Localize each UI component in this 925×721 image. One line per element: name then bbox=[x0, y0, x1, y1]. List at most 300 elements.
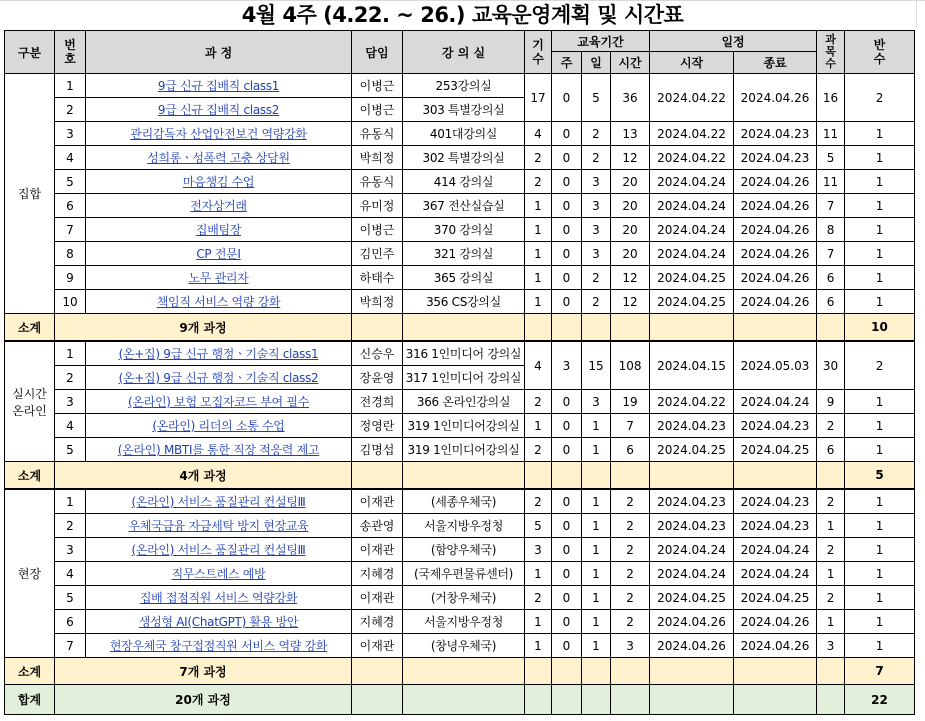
room-cell: 414 강의실 bbox=[403, 170, 525, 194]
week-cell: 0 bbox=[552, 290, 582, 314]
row-number: 4 bbox=[55, 146, 86, 170]
week-cell: 0 bbox=[552, 242, 582, 266]
day-cell: 3 bbox=[582, 390, 611, 414]
course-link[interactable]: (온라인) 리더의 소통 수업 bbox=[86, 414, 352, 438]
hours-cell: 20 bbox=[611, 194, 650, 218]
day-cell: 3 bbox=[582, 242, 611, 266]
table-row bbox=[5, 194, 915, 218]
subtotal-courses: 9개 과정 bbox=[55, 314, 352, 342]
manager-cell: 유미정 bbox=[352, 194, 403, 218]
empty-cell bbox=[611, 658, 650, 685]
day-cell: 1 bbox=[582, 538, 611, 562]
room-cell: 370 강의실 bbox=[403, 218, 525, 242]
table-row bbox=[5, 290, 915, 314]
manager-cell: 이재관 bbox=[352, 586, 403, 610]
course-link[interactable]: (온+집) 9급 신규 행정ㆍ기술직 class2 bbox=[86, 366, 352, 390]
start-date-cell: 2024.04.24 bbox=[650, 562, 734, 586]
empty-cell bbox=[734, 314, 817, 342]
hours-cell: 12 bbox=[611, 290, 650, 314]
start-date-cell: 2024.04.24 bbox=[650, 218, 734, 242]
merged-start-date-cell: 2024.04.15 bbox=[650, 341, 734, 390]
empty-cell bbox=[352, 314, 403, 342]
course-link[interactable]: 9급 신규 집배직 class1 bbox=[86, 74, 352, 98]
classes-cell: 1 bbox=[845, 390, 915, 414]
subtotal-label: 소계 bbox=[5, 462, 55, 490]
course-link[interactable]: 9급 신규 집배직 class2 bbox=[86, 98, 352, 122]
manager-cell: 이병근 bbox=[352, 98, 403, 122]
start-date-cell: 2024.04.26 bbox=[650, 610, 734, 634]
row-number: 1 bbox=[55, 489, 86, 514]
manager-cell: 유동식 bbox=[352, 170, 403, 194]
subtotal-classes: 7 bbox=[845, 658, 915, 685]
table-row bbox=[5, 562, 915, 586]
end-date-cell: 2024.04.25 bbox=[734, 438, 817, 462]
start-date-cell: 2024.04.22 bbox=[650, 146, 734, 170]
day-cell: 1 bbox=[582, 514, 611, 538]
table-row bbox=[5, 218, 915, 242]
classes-cell: 1 bbox=[845, 414, 915, 438]
row-number: 2 bbox=[55, 98, 86, 122]
week-cell: 0 bbox=[552, 610, 582, 634]
row-number: 6 bbox=[55, 194, 86, 218]
hours-cell: 12 bbox=[611, 266, 650, 290]
table-row bbox=[5, 438, 915, 462]
header-category: 구분 bbox=[5, 31, 55, 74]
week-cell: 0 bbox=[552, 122, 582, 146]
empty-cell bbox=[611, 462, 650, 490]
subjects-cell: 9 bbox=[817, 390, 845, 414]
day-cell: 1 bbox=[582, 610, 611, 634]
empty-cell bbox=[525, 462, 552, 490]
course-link[interactable]: (온라인) 서비스 품질관리 컨설팅Ⅲ bbox=[86, 489, 352, 514]
manager-cell: 전경희 bbox=[352, 390, 403, 414]
classes-cell: 1 bbox=[845, 538, 915, 562]
hours-cell: 13 bbox=[611, 122, 650, 146]
day-cell: 2 bbox=[582, 266, 611, 290]
subjects-cell: 6 bbox=[817, 438, 845, 462]
hours-cell: 2 bbox=[611, 610, 650, 634]
course-link[interactable]: (온+집) 9급 신규 행정ㆍ기술직 class1 bbox=[86, 341, 352, 366]
empty-cell bbox=[352, 685, 403, 715]
course-link[interactable]: (온라인) 서비스 품질관리 컨설팅Ⅲ bbox=[86, 538, 352, 562]
day-cell: 1 bbox=[582, 562, 611, 586]
room-cell: 303 특별강의실 bbox=[403, 98, 525, 122]
row-number: 4 bbox=[55, 562, 86, 586]
end-date-cell: 2024.04.23 bbox=[734, 489, 817, 514]
course-link[interactable]: 집배팀장 bbox=[86, 218, 352, 242]
schedule-table bbox=[4, 30, 915, 715]
empty-cell bbox=[650, 462, 734, 490]
merged-hours-cell: 36 bbox=[611, 74, 650, 122]
empty-cell bbox=[352, 658, 403, 685]
empty-cell bbox=[582, 685, 611, 715]
empty-cell bbox=[611, 314, 650, 342]
table-row bbox=[5, 242, 915, 266]
start-date-cell: 2024.04.25 bbox=[650, 438, 734, 462]
hours-cell: 6 bbox=[611, 438, 650, 462]
merged-end-date-cell: 2024.05.03 bbox=[734, 341, 817, 390]
course-link[interactable]: 우체국금융 자금세탁 방지 현장교육 bbox=[86, 514, 352, 538]
start-date-cell: 2024.04.23 bbox=[650, 514, 734, 538]
row-number: 1 bbox=[55, 341, 86, 366]
course-link[interactable]: CP 전문Ⅰ bbox=[86, 242, 352, 266]
section-label: 집합 bbox=[5, 74, 55, 314]
manager-cell: 이병근 bbox=[352, 74, 403, 98]
classes-cell: 1 bbox=[845, 170, 915, 194]
manager-cell: 김명섭 bbox=[352, 438, 403, 462]
table-row bbox=[5, 341, 915, 366]
empty-cell bbox=[817, 658, 845, 685]
room-cell: 319 1인미디어강의실 bbox=[403, 414, 525, 438]
room-cell: (국제우편물류센터) bbox=[403, 562, 525, 586]
empty-cell bbox=[352, 462, 403, 490]
total-classes: 22 bbox=[845, 685, 915, 715]
total-courses: 20개 과정 bbox=[55, 685, 352, 715]
end-date-cell: 2024.04.26 bbox=[734, 170, 817, 194]
end-date-cell: 2024.04.24 bbox=[734, 562, 817, 586]
subjects-cell: 6 bbox=[817, 290, 845, 314]
end-date-cell: 2024.04.23 bbox=[734, 122, 817, 146]
course-link[interactable]: 책임직 서비스 역량 강화 bbox=[86, 290, 352, 314]
course-link[interactable]: (온라인) MBTI를 통한 직장 적응력 제고 bbox=[86, 438, 352, 462]
subjects-cell: 8 bbox=[817, 218, 845, 242]
end-date-cell: 2024.04.26 bbox=[734, 218, 817, 242]
section-label: 실시간 온라인 bbox=[5, 341, 55, 462]
merged-day-cell: 5 bbox=[582, 74, 611, 122]
subtotal-row bbox=[5, 314, 915, 342]
table-row bbox=[5, 146, 915, 170]
manager-cell: 이재관 bbox=[352, 489, 403, 514]
room-cell: (거창우체국) bbox=[403, 586, 525, 610]
batch-cell: 1 bbox=[525, 242, 552, 266]
batch-cell: 2 bbox=[525, 438, 552, 462]
day-cell: 2 bbox=[582, 146, 611, 170]
room-cell: 356 CS강의실 bbox=[403, 290, 525, 314]
subjects-cell: 7 bbox=[817, 242, 845, 266]
merged-end-date-cell: 2024.04.26 bbox=[734, 74, 817, 122]
header-room: 강 의 실 bbox=[403, 31, 525, 74]
course-link[interactable]: 노무 관리자 bbox=[86, 266, 352, 290]
manager-cell: 박희정 bbox=[352, 290, 403, 314]
end-date-cell: 2024.04.25 bbox=[734, 586, 817, 610]
table-row bbox=[5, 610, 915, 634]
day-cell: 3 bbox=[582, 194, 611, 218]
table-row bbox=[5, 586, 915, 610]
table-row bbox=[5, 122, 915, 146]
subjects-cell: 7 bbox=[817, 194, 845, 218]
row-number: 3 bbox=[55, 390, 86, 414]
day-cell: 1 bbox=[582, 634, 611, 658]
header-classes: 반 수 bbox=[845, 31, 915, 74]
manager-cell: 이재관 bbox=[352, 634, 403, 658]
header-subjects: 과 목 수 bbox=[817, 31, 845, 74]
classes-cell: 1 bbox=[845, 122, 915, 146]
course-link[interactable]: 직무스트레스 예방 bbox=[86, 562, 352, 586]
end-date-cell: 2024.04.24 bbox=[734, 538, 817, 562]
manager-cell: 지혜경 bbox=[352, 610, 403, 634]
week-cell: 0 bbox=[552, 514, 582, 538]
subtotal-courses: 4개 과정 bbox=[55, 462, 352, 490]
room-cell: 316 1인미디어 강의실 bbox=[403, 341, 525, 366]
empty-cell bbox=[403, 314, 525, 342]
start-date-cell: 2024.04.26 bbox=[650, 634, 734, 658]
subjects-cell: 6 bbox=[817, 266, 845, 290]
subjects-cell: 2 bbox=[817, 586, 845, 610]
header-start: 시작 bbox=[650, 52, 734, 74]
end-date-cell: 2024.04.26 bbox=[734, 610, 817, 634]
room-cell: (함양우체국) bbox=[403, 538, 525, 562]
room-cell: 253강의실 bbox=[403, 74, 525, 98]
table-row bbox=[5, 634, 915, 658]
subtotal-row bbox=[5, 462, 915, 490]
course-link[interactable]: 마음챙김 수업 bbox=[86, 170, 352, 194]
table-row bbox=[5, 170, 915, 194]
header-period: 교육기간 bbox=[552, 31, 650, 52]
start-date-cell: 2024.04.25 bbox=[650, 290, 734, 314]
row-number: 10 bbox=[55, 290, 86, 314]
hours-cell: 3 bbox=[611, 634, 650, 658]
batch-cell: 2 bbox=[525, 390, 552, 414]
header-end: 종료 bbox=[734, 52, 817, 74]
empty-cell bbox=[525, 314, 552, 342]
end-date-cell: 2024.04.23 bbox=[734, 146, 817, 170]
start-date-cell: 2024.04.23 bbox=[650, 414, 734, 438]
week-cell: 0 bbox=[552, 266, 582, 290]
end-date-cell: 2024.04.26 bbox=[734, 634, 817, 658]
empty-cell bbox=[403, 462, 525, 490]
header-day: 일 bbox=[582, 52, 611, 74]
row-number: 2 bbox=[55, 366, 86, 390]
room-cell: 서울지방우정청 bbox=[403, 610, 525, 634]
row-number: 1 bbox=[55, 74, 86, 98]
manager-cell: 유동식 bbox=[352, 122, 403, 146]
room-cell: 367 전산실습실 bbox=[403, 194, 525, 218]
day-cell: 2 bbox=[582, 290, 611, 314]
subjects-cell: 1 bbox=[817, 514, 845, 538]
hours-cell: 2 bbox=[611, 538, 650, 562]
table-row bbox=[5, 538, 915, 562]
end-date-cell: 2024.04.26 bbox=[734, 194, 817, 218]
classes-cell: 1 bbox=[845, 586, 915, 610]
start-date-cell: 2024.04.24 bbox=[650, 170, 734, 194]
course-link[interactable]: 관리감독자 산업안전보건 역량강화 bbox=[86, 122, 352, 146]
row-number: 4 bbox=[55, 414, 86, 438]
classes-cell: 1 bbox=[845, 266, 915, 290]
merged-batch-cell: 4 bbox=[525, 341, 552, 390]
subtotal-classes: 10 bbox=[845, 314, 915, 342]
classes-cell: 1 bbox=[845, 489, 915, 514]
hours-cell: 12 bbox=[611, 146, 650, 170]
table-row bbox=[5, 514, 915, 538]
hours-cell: 7 bbox=[611, 414, 650, 438]
total-row bbox=[5, 685, 915, 715]
header-schedule: 일정 bbox=[650, 31, 817, 52]
hours-cell: 2 bbox=[611, 514, 650, 538]
room-cell: 319 1인미디어강의실 bbox=[403, 438, 525, 462]
week-cell: 0 bbox=[552, 194, 582, 218]
day-cell: 3 bbox=[582, 170, 611, 194]
table-row bbox=[5, 74, 915, 98]
merged-subjects-cell: 16 bbox=[817, 74, 845, 122]
room-cell: (세종우체국) bbox=[403, 489, 525, 514]
subjects-cell: 3 bbox=[817, 634, 845, 658]
section-label: 현장 bbox=[5, 489, 55, 658]
row-number: 7 bbox=[55, 218, 86, 242]
day-cell: 1 bbox=[582, 414, 611, 438]
end-date-cell: 2024.04.26 bbox=[734, 242, 817, 266]
hours-cell: 20 bbox=[611, 170, 650, 194]
subtotal-row bbox=[5, 658, 915, 685]
empty-cell bbox=[650, 314, 734, 342]
week-cell: 0 bbox=[552, 562, 582, 586]
table-row bbox=[5, 414, 915, 438]
classes-cell: 1 bbox=[845, 438, 915, 462]
empty-cell bbox=[552, 685, 582, 715]
header-batch: 기 수 bbox=[525, 31, 552, 74]
empty-cell bbox=[734, 462, 817, 490]
start-date-cell: 2024.04.22 bbox=[650, 390, 734, 414]
room-cell: 302 특별강의실 bbox=[403, 146, 525, 170]
header-hours: 시간 bbox=[611, 52, 650, 74]
table-row bbox=[5, 489, 915, 514]
week-cell: 0 bbox=[552, 538, 582, 562]
total-label: 합계 bbox=[5, 685, 55, 715]
row-number: 5 bbox=[55, 170, 86, 194]
start-date-cell: 2024.04.22 bbox=[650, 122, 734, 146]
start-date-cell: 2024.04.24 bbox=[650, 194, 734, 218]
classes-cell: 1 bbox=[845, 242, 915, 266]
batch-cell: 2 bbox=[525, 170, 552, 194]
end-date-cell: 2024.04.26 bbox=[734, 266, 817, 290]
batch-cell: 1 bbox=[525, 610, 552, 634]
table-body bbox=[5, 74, 915, 715]
end-date-cell: 2024.04.24 bbox=[734, 390, 817, 414]
week-cell: 0 bbox=[552, 170, 582, 194]
batch-cell: 1 bbox=[525, 266, 552, 290]
classes-cell: 1 bbox=[845, 290, 915, 314]
row-number: 8 bbox=[55, 242, 86, 266]
subjects-cell: 11 bbox=[817, 122, 845, 146]
week-cell: 0 bbox=[552, 489, 582, 514]
batch-cell: 4 bbox=[525, 122, 552, 146]
batch-cell: 1 bbox=[525, 194, 552, 218]
week-cell: 0 bbox=[552, 146, 582, 170]
classes-cell: 1 bbox=[845, 514, 915, 538]
room-cell: 365 강의실 bbox=[403, 266, 525, 290]
course-link[interactable]: 성희롱ㆍ성폭력 고충 상담원 bbox=[86, 146, 352, 170]
start-date-cell: 2024.04.25 bbox=[650, 586, 734, 610]
hours-cell: 20 bbox=[611, 242, 650, 266]
empty-cell bbox=[582, 658, 611, 685]
header-course: 과 정 bbox=[86, 31, 352, 74]
merged-classes-cell: 2 bbox=[845, 74, 915, 122]
row-number: 2 bbox=[55, 514, 86, 538]
hours-cell: 19 bbox=[611, 390, 650, 414]
course-link[interactable]: (온라인) 보험 모집자코드 부여 필수 bbox=[86, 390, 352, 414]
classes-cell: 1 bbox=[845, 218, 915, 242]
row-number: 3 bbox=[55, 538, 86, 562]
batch-cell: 1 bbox=[525, 414, 552, 438]
manager-cell: 신승우 bbox=[352, 341, 403, 366]
empty-cell bbox=[734, 685, 817, 715]
course-link[interactable]: 전자상거래 bbox=[86, 194, 352, 218]
row-number: 5 bbox=[55, 586, 86, 610]
week-cell: 0 bbox=[552, 438, 582, 462]
end-date-cell: 2024.04.23 bbox=[734, 414, 817, 438]
empty-cell bbox=[734, 658, 817, 685]
week-cell: 0 bbox=[552, 218, 582, 242]
subtotal-label: 소계 bbox=[5, 658, 55, 685]
manager-cell: 이재관 bbox=[352, 538, 403, 562]
header-manager: 담임 bbox=[352, 31, 403, 74]
room-cell: 317 1인미디어 강의실 bbox=[403, 366, 525, 390]
manager-cell: 장윤영 bbox=[352, 366, 403, 390]
merged-hours-cell: 108 bbox=[611, 341, 650, 390]
empty-cell bbox=[403, 685, 525, 715]
empty-cell bbox=[650, 658, 734, 685]
classes-cell: 1 bbox=[845, 194, 915, 218]
subjects-cell: 2 bbox=[817, 414, 845, 438]
header-no: 번 호 bbox=[55, 31, 86, 74]
day-cell: 2 bbox=[582, 122, 611, 146]
empty-cell bbox=[525, 658, 552, 685]
room-cell: 401대강의실 bbox=[403, 122, 525, 146]
empty-cell bbox=[650, 685, 734, 715]
week-cell: 0 bbox=[552, 634, 582, 658]
classes-cell: 1 bbox=[845, 562, 915, 586]
merged-week-cell: 0 bbox=[552, 74, 582, 122]
week-cell: 0 bbox=[552, 586, 582, 610]
empty-cell bbox=[817, 462, 845, 490]
empty-cell bbox=[552, 462, 582, 490]
hours-cell: 2 bbox=[611, 562, 650, 586]
batch-cell: 1 bbox=[525, 562, 552, 586]
header-week: 주 bbox=[552, 52, 582, 74]
merged-week-cell: 3 bbox=[552, 341, 582, 390]
subjects-cell: 2 bbox=[817, 538, 845, 562]
start-date-cell: 2024.04.24 bbox=[650, 242, 734, 266]
manager-cell: 김민주 bbox=[352, 242, 403, 266]
room-cell: (창녕우체국) bbox=[403, 634, 525, 658]
manager-cell: 정영란 bbox=[352, 414, 403, 438]
empty-cell bbox=[552, 314, 582, 342]
manager-cell: 송관영 bbox=[352, 514, 403, 538]
merged-day-cell: 15 bbox=[582, 341, 611, 390]
course-link[interactable]: 생성형 AI(ChatGPT) 활용 방안 bbox=[86, 610, 352, 634]
page-title: 4월 4주 (4.22. ~ 26.) 교육운영계획 및 시간표 bbox=[241, 3, 684, 27]
empty-cell bbox=[611, 685, 650, 715]
subjects-cell: 1 bbox=[817, 610, 845, 634]
manager-cell: 박희정 bbox=[352, 146, 403, 170]
empty-cell bbox=[525, 685, 552, 715]
batch-cell: 2 bbox=[525, 586, 552, 610]
subjects-cell: 1 bbox=[817, 562, 845, 586]
subjects-cell: 2 bbox=[817, 489, 845, 514]
hours-cell: 2 bbox=[611, 586, 650, 610]
batch-cell: 1 bbox=[525, 290, 552, 314]
classes-cell: 1 bbox=[845, 146, 915, 170]
manager-cell: 이병근 bbox=[352, 218, 403, 242]
room-cell: 321 강의실 bbox=[403, 242, 525, 266]
row-number: 9 bbox=[55, 266, 86, 290]
start-date-cell: 2024.04.25 bbox=[650, 266, 734, 290]
merged-classes-cell: 2 bbox=[845, 341, 915, 390]
row-number: 7 bbox=[55, 634, 86, 658]
course-link[interactable]: 현장우체국 창구접점직원 서비스 역량 강화 bbox=[86, 634, 352, 658]
empty-cell bbox=[817, 685, 845, 715]
batch-cell: 5 bbox=[525, 514, 552, 538]
course-link[interactable]: 집배 접점직원 서비스 역량강화 bbox=[86, 586, 352, 610]
